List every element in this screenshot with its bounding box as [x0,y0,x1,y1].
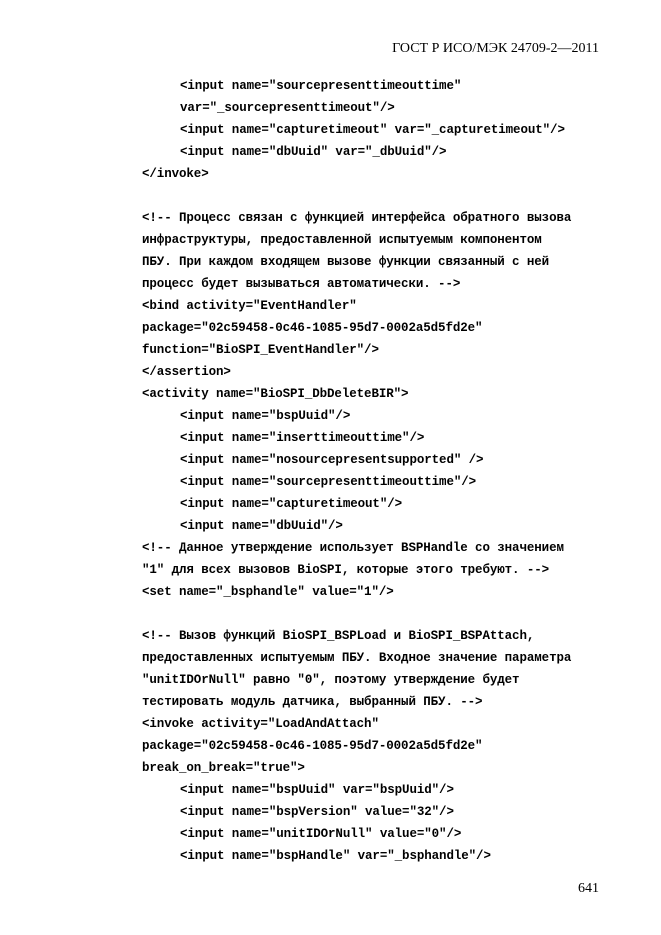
code-line: <invoke activity="LoadAndAttach" [142,717,379,731]
code-line: package="02c59458-0c46-1085-95d7-0002a5d5fd2e" [142,739,483,753]
code-line: <!-- Данное утверждение использует BSPHandle со значением [142,541,564,555]
code-line: <input name="dbUuid"/> [180,519,343,533]
code-line: break_on_break="true"> [142,761,305,775]
code-line: </assertion> [142,365,231,379]
code-line: <input name="bspUuid"/> [180,409,351,423]
code-line: ПБУ. При каждом входящем вызове функции связанный с ней [142,255,550,269]
code-line: <set name="_bsphandle" value="1"/> [142,585,394,599]
code-line: <input name="capturetimeout" var="_capturetimeout"/> [180,123,565,137]
code-line: <input name="sourcepresenttimeouttime" [180,79,462,93]
code-line: <input name="capturetimeout"/> [180,497,403,511]
code-line: <input name="inserttimeouttime"/> [180,431,425,445]
code-line: package="02c59458-0c46-1085-95d7-0002a5d5fd2e" [142,321,483,335]
code-line: <!-- Вызов функций BioSPI_BSPLoad и BioSPI_BSPAttach, [142,629,535,643]
code-line: <input name="bspUuid" var="bspUuid"/> [180,783,454,797]
code-line: var="_sourcepresenttimeout"/> [180,101,395,115]
code-line: <input name="bspVersion" value="32"/> [180,805,454,819]
code-line: <input name="nosourcepresentsupported" /> [180,453,484,467]
code-line: <!-- Процесс связан с функцией интерфейса обратного вызова [142,211,572,225]
code-line: тестировать модуль датчика, выбранный ПБУ. --> [142,695,483,709]
code-line: инфраструктуры, предоставленной испытуемым компонентом [142,233,542,247]
code-line: <bind activity="EventHandler" [142,299,357,313]
code-line: "1" для всех вызовов BioSPI, которые этого требуют. --> [142,563,550,577]
code-line: процесс будет вызываться автоматически. --> [142,277,461,291]
page-number: 641 [578,881,599,896]
code-line: предоставленных испытуемым ПБУ. Входное значение параметра [142,651,572,665]
code-line: </invoke> [142,167,209,181]
code-line: function="BioSPI_EventHandler"/> [142,343,379,357]
code-line: <input name="sourcepresenttimeouttime"/> [180,475,477,489]
code-line: <input name="unitIDOrNull" value="0"/> [180,827,462,841]
code-line: <input name="dbUuid" var="_dbUuid"/> [180,145,447,159]
page-header: ГОСТ Р ИСО/МЭК 24709-2—2011 [392,41,599,56]
code-line: <activity name="BioSPI_DbDeleteBIR"> [142,387,409,401]
code-line: <input name="bspHandle" var="_bsphandle"/> [180,849,491,863]
code-line: "unitIDOrNull" равно "0", поэтому утверждение будет [142,673,520,687]
